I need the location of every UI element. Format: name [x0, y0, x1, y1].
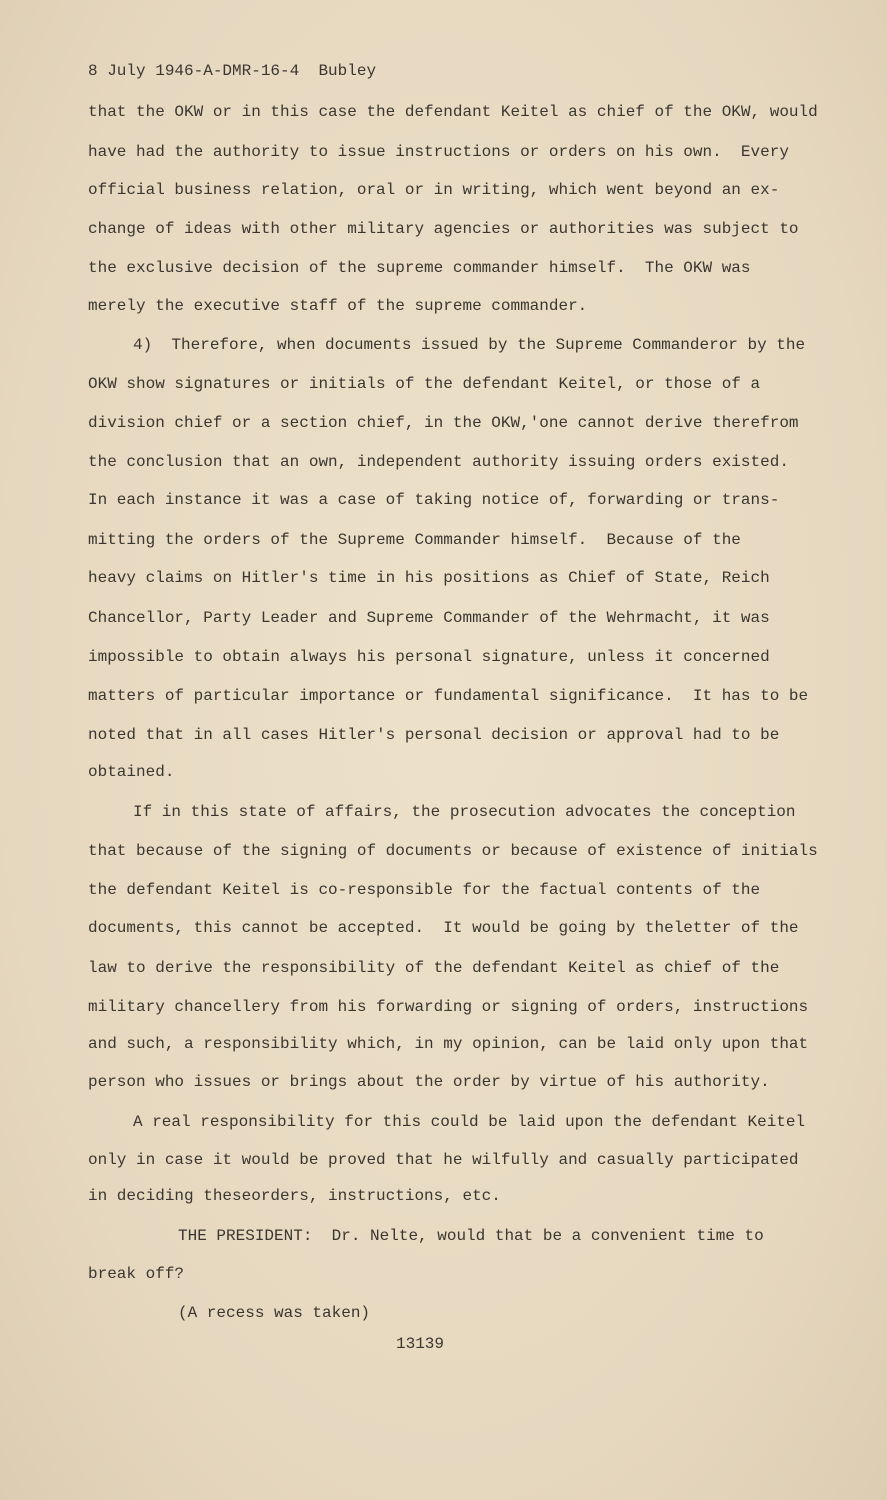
text-line: A real responsibility for this could be laid upon the defendant Keitel — [133, 1113, 806, 1131]
text-line: official business relation, oral or in writing, which went beyond an ex- — [88, 181, 780, 199]
text-line: (A recess was taken) — [178, 1304, 371, 1322]
text-line: division chief or a section chief, in the OKW,'one cannot derive therefrom — [88, 414, 799, 432]
text-line: have had the authority to issue instructions or orders on his own. Every — [88, 143, 789, 161]
text-line: military chancellery from his forwarding or signing of orders, instructions — [88, 998, 809, 1016]
text-line: Chancellor, Party Leader and Supreme Commander of the Wehrmacht, it was — [88, 609, 770, 627]
text-line: impossible to obtain always his personal signature, unless it concerned — [88, 648, 770, 666]
text-line: in deciding theseorders, instructions, etc. — [88, 1187, 501, 1205]
text-line: heavy claims on Hitler's time in his positions as Chief of State, Reich — [88, 569, 770, 587]
text-line: In each instance it was a case of taking notice of, forwarding or trans- — [88, 491, 780, 509]
text-line: person who issues or brings about the order by virtue of his authority. — [88, 1073, 770, 1091]
text-line: change of ideas with other military agencies or authorities was subject to — [88, 220, 799, 238]
text-line: the conclusion that an own, independent authority issuing orders existed. — [88, 453, 789, 471]
text-line: obtained. — [88, 763, 175, 781]
text-line: merely the executive staff of the supreme commander. — [88, 297, 588, 315]
text-line: law to derive the responsibility of the defendant Keitel as chief of the — [88, 959, 780, 977]
text-line: 4) Therefore, when documents issued by the Supreme Commanderor by the — [133, 336, 806, 354]
page-header: 8 July 1946-A-DMR-16-4 Bubley — [88, 62, 377, 80]
text-line: matters of particular importance or fundamental significance. It has to be — [88, 687, 809, 705]
text-line: documents, this cannot be accepted. It would be going by theletter of the — [88, 919, 799, 937]
text-line: THE PRESIDENT: Dr. Nelte, would that be a convenient time to — [178, 1227, 764, 1245]
text-line: mitting the orders of the Supreme Commander himself. Because of the — [88, 531, 741, 549]
text-line: noted that in all cases Hitler's personal decision or approval had to be — [88, 726, 780, 744]
page-number: 13139 — [396, 1335, 445, 1353]
text-line: only in case it would be proved that he wilfully and casually participated — [88, 1151, 799, 1169]
text-line: If in this state of affairs, the prosecution advocates the conception — [133, 803, 796, 821]
text-line: that the OKW or in this case the defendant Keitel as chief of the OKW, would — [88, 103, 818, 121]
text-line: the exclusive decision of the supreme commander himself. The OKW was — [88, 259, 751, 277]
text-line: break off? — [88, 1265, 185, 1283]
text-line: the defendant Keitel is co-responsible for the factual contents of the — [88, 881, 761, 899]
text-line: and such, a responsibility which, in my opinion, can be laid only upon that — [88, 1035, 809, 1053]
text-line: OKW show signatures or initials of the defendant Keitel, or those of a — [88, 375, 761, 393]
text-line: that because of the signing of documents or because of existence of initials — [88, 842, 818, 860]
